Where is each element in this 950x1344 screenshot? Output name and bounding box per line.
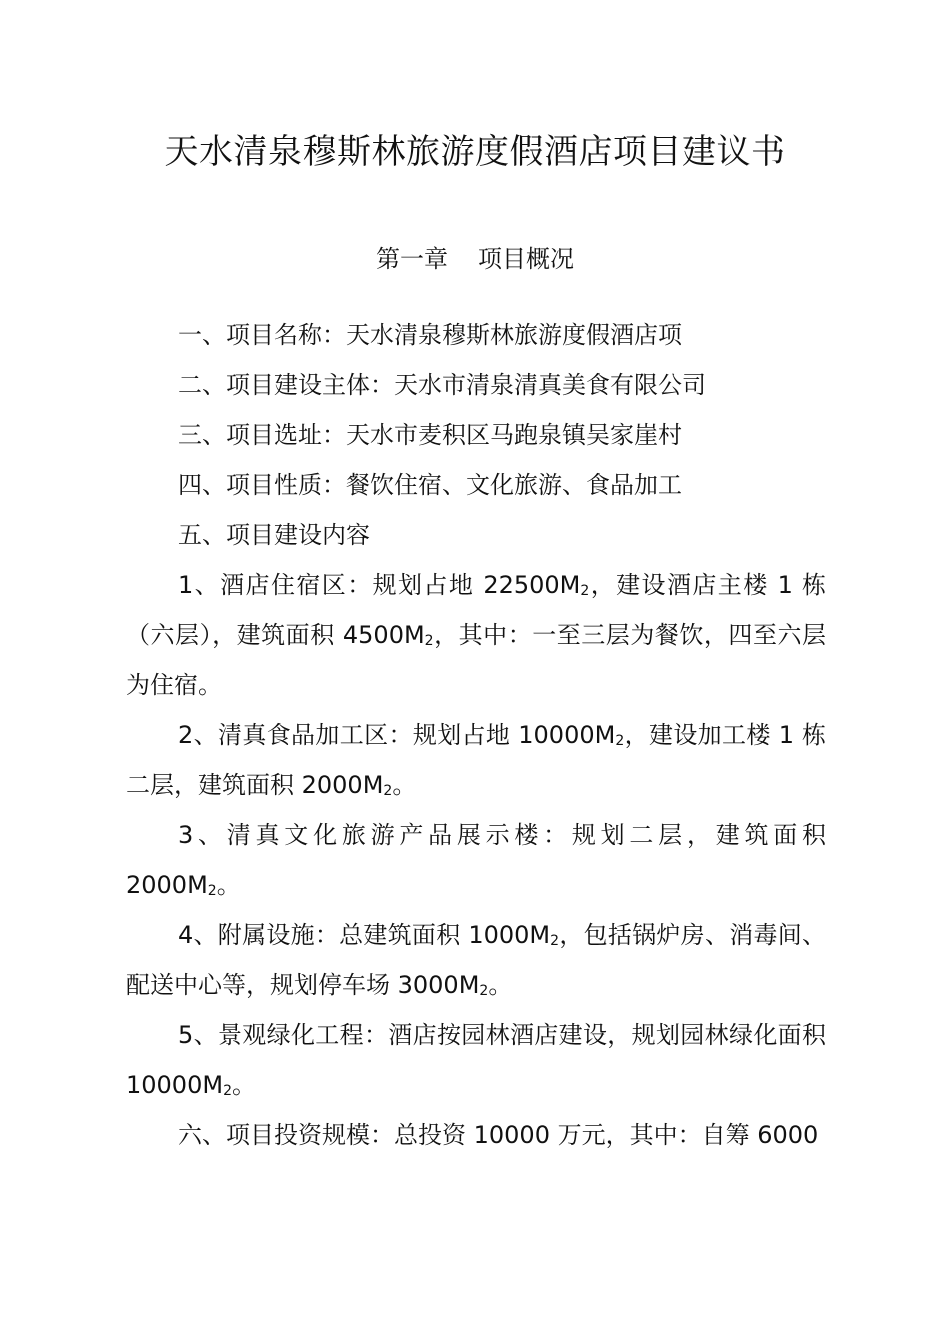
paragraph-construction-heading: 五、项目建设内容 [178,521,370,549]
paragraph-project-name: 一、项目名称：天水清泉穆斯林旅游度假酒店项 [178,321,682,349]
paragraph-ancillary-facilities: 4、附属设施：总建筑面积 $1000M_2$，包括锅炉房、消毒间、配送中心等，规划停车场 $3000M_2$。 [126,921,827,999]
paragraph-project-nature: 四、项目性质：餐饮住宿、文化旅游、食品加工 [178,471,682,499]
paragraph-landscaping: 5、景观绿化工程：酒店按园林酒店建设，规划园林绿化面积 $10000M_2$。 [126,1021,826,1099]
paragraph-food-processing-area: 2、清真食品加工区：规划占地 $10000M_2$，建设加工楼 1 栋二层，建筑面积 $2000M_2$。 [126,721,826,799]
paragraph-hotel-area: 1、酒店住宿区：规划占地 $22500M_2$，建设酒店主楼 1 栋（六层），建筑面积 $4500M_2$，其中：一至三层为餐饮，四至六层为住宿。 [126,571,826,699]
document-body [126,310,826,1160]
paragraph-investment-scale: 六、项目投资规模：总投资 10000 万元，其中：自筹 6000 [178,1121,819,1149]
chapter-number: 第一章 [376,245,448,273]
paragraph-project-site: 三、项目选址：天水市麦积区马跑泉镇吴家崖村 [178,421,682,449]
chapter-heading [0,241,950,277]
chapter-name: 项目概况 [478,245,574,273]
paragraph-project-owner: 二、项目建设主体：天水市清泉清真美食有限公司 [178,371,706,399]
paragraph-exhibition-building: 3、清真文化旅游产品展示楼：规划二层，建筑面积 $2000M_2$。 [126,821,826,899]
document-title: 天水清泉穆斯林旅游度假酒店项目建议书 [164,132,786,172]
